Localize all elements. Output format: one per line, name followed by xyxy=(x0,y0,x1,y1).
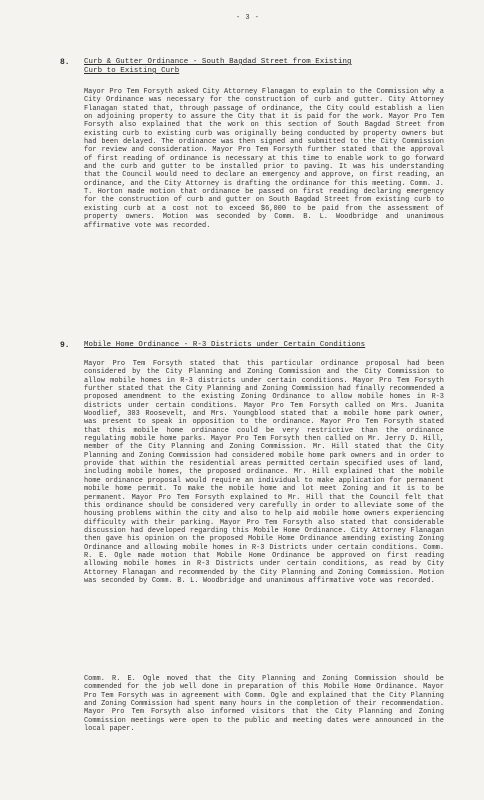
section-number: 9. xyxy=(60,341,70,350)
section-heading-line1: Mobile Home Ordinance - R-3 Districts under Certain Conditions xyxy=(84,341,366,349)
closing-paragraph: Comm. R. E. Ogle moved that the City Planning and Zoning Commission should be commended for the job well done in preparation of this Mobile Home Ordinance. Mayor Pro Tem Forsyth was in agreement with Comm. Ogle and explained that the City Planning and Zoning Commission had spent many hours in the completion of their recommendation. Mayor Pro Tem Forsyth also informed visitors that the City Planning and Zoning Commission meetings were open to the public and meeting dates were announced in the local paper. xyxy=(84,675,444,734)
page-number: - 3 - xyxy=(236,14,260,22)
section-heading-line1: Curb & Gutter Ordinance - South Bagdad Street from Existing xyxy=(84,58,352,66)
section-heading xyxy=(84,341,444,350)
section-paragraph: Mayor Pro Tem Forsyth stated that this particular ordinance proposal had been considered by the City Planning and Zoning Commission and the City Commission to allow mobile homes in R-3 districts under certain conditions. Mayor Pro Tem Forsyth further stated that the City Planning and Zoning Commission had finally recommended a proposed amendment to the existing Zoning Ordinance to allow mobile homes in R-3 districts under certain conditions. Mayor Pro Tem Forsyth called on Mrs. Juanita Woodlief, 303 Roosevelt, and Mrs. Youngblood stated that a mobile home park owner, was present to speak in opposition to the ordinance. Mayor Pro Tem Forsyth stated that this mobile home ordinance could be very restrictive than the ordinance regulating mobile home parks. Mayor Pro Tem Forsyth then called on Mr. Jerry D. Hill, member of the City Planning and Zoning Commission. Mr. Hill stated that the City Planning and Zoning Commission had considered mobile home park owners and in order to provide that within the residential areas permitted certain specified uses of land, including mobile homes, the proposed ordinance. Mr. Hill explained that the mobile home ordinance proposal would require an individual to make application for permanent mobile home permit. To make the mobile home and lot meet Zoning and it is to be permanent. Mayor Pro Tem Forsyth explained to Mr. Hill that the Council felt that this ordinance should be considered very carefully in order to alleviate some of the housing problems within the city and also to help aid mobile home owners experiencing difficulty with their parking. Mayor Pro Tem Forsyth also stated that considerable discussion had developed regarding this Mobile Home Ordinance. City Attorney Flanagan then gave his opinion on the proposed Mobile Home Ordinance amending existing Zoning Ordinance and allowing mobile homes in R-3 Districts under certain conditions. Comm. R. E. Ogle made motion that Mobile Home Ordinance be approved on first reading allowing mobile homes in R-3 Districts under certain conditions, as read by City Attorney Flanagan and recommended by the City Planning and Zoning Commission. Motion was seconded by Comm. B. L. Woodbridge and unanimous affirmative vote was recorded. xyxy=(84,360,444,585)
section-paragraph: Mayor Pro Tem Forsyth asked City Attorney Flanagan to explain to the Commission why a City Ordinance was necessary for the construction of curb and gutter. City Attorney Flanagan stated that, through passage of ordinance, the City could establish a lien on adjoining property to assure the City that it is paid for the work. Mayor Pro Tem Forsyth also explained that the work on this section of South Bagdad Street from existing curb to existing curb was originally being conducted by property owners but had been delayed. The ordinance was then signed and submitted to the City Commission for review and consideration. Mayor Pro Tem Forsyth further stated that the approval of first reading of ordinance is necessary at this time to enable work to go forward and the curb and gutter to be installed prior to paving. It was his understanding that the Council would need to declare an emergency and approve, on first reading, an ordinance, and the City Attorney is drafting the ordinance for this meeting. Comm. J. T. Horton made motion that ordinance be passed on first reading declaring emergency for the construction of curb and gutter on South Bagdad Street from existing curb to existing curb at a cost not to exceed $6,000 to be paid from the assessment of property owners. Motion was seconded by Comm. B. L. Woodbridge and unanimous affirmative vote was recorded. xyxy=(84,88,444,230)
section-heading xyxy=(84,58,444,76)
section-heading-line2: Curb to Existing Curb xyxy=(84,67,180,75)
section-number: 8. xyxy=(60,58,70,67)
